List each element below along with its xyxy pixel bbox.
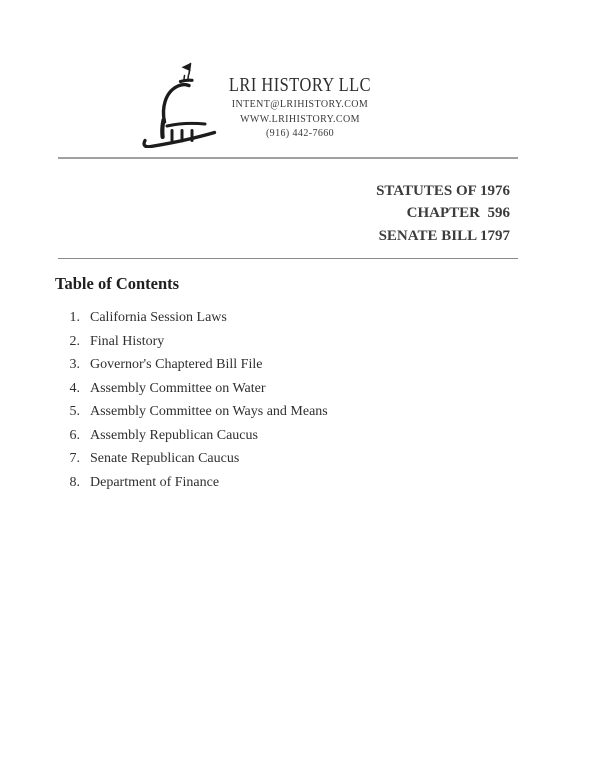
company-name: LRI HISTORY LLC	[228, 74, 372, 96]
toc-item	[55, 380, 560, 397]
company-email: INTENT@LRIHISTORY.COM	[231, 99, 369, 110]
toc-item-label: Department of Finance	[90, 474, 220, 490]
toc-item-number: 7.	[69, 451, 80, 466]
toc-item	[55, 309, 560, 326]
toc-list	[55, 309, 560, 491]
toc-item-number: 3.	[69, 357, 80, 372]
toc-item	[55, 356, 560, 373]
toc-item-label: Final History	[90, 333, 165, 349]
company-website: WWW.LRIHISTORY.COM	[240, 113, 360, 125]
toc-item-number: 2.	[69, 333, 80, 349]
toc-item	[55, 333, 560, 350]
statutes-line: STATUTES OF 1976	[376, 183, 510, 199]
company-phone: (916) 442-7660	[265, 128, 335, 139]
toc-item	[55, 403, 560, 420]
toc-item-label: Assembly Committee on Ways and Means	[90, 404, 328, 419]
toc-item	[55, 474, 560, 491]
toc-item-label: Governor's Chaptered Bill File	[90, 357, 263, 372]
toc-item	[55, 450, 560, 467]
top-divider	[58, 157, 518, 159]
table-of-contents	[55, 274, 560, 497]
bottom-divider	[58, 258, 518, 259]
toc-item-number: 1.	[69, 310, 80, 325]
statute-reference-block	[376, 180, 510, 247]
toc-item-number: 8.	[69, 474, 80, 490]
toc-item	[55, 427, 560, 444]
toc-item-number: 6.	[69, 427, 80, 443]
letterhead	[0, 72, 600, 142]
toc-item-label: Senate Republican Caucus	[90, 451, 240, 466]
toc-item-label: Assembly Committee on Water	[90, 380, 266, 396]
toc-item-number: 4.	[69, 380, 80, 396]
senate-bill-line: SENATE BILL 1797	[378, 227, 510, 244]
toc-heading: Table of Contents	[55, 274, 180, 293]
toc-item-number: 5.	[69, 404, 80, 419]
toc-item-label: Assembly Republican Caucus	[90, 427, 258, 443]
toc-item-label: California Session Laws	[90, 310, 227, 325]
chapter-line: CHAPTER 596	[406, 205, 510, 222]
